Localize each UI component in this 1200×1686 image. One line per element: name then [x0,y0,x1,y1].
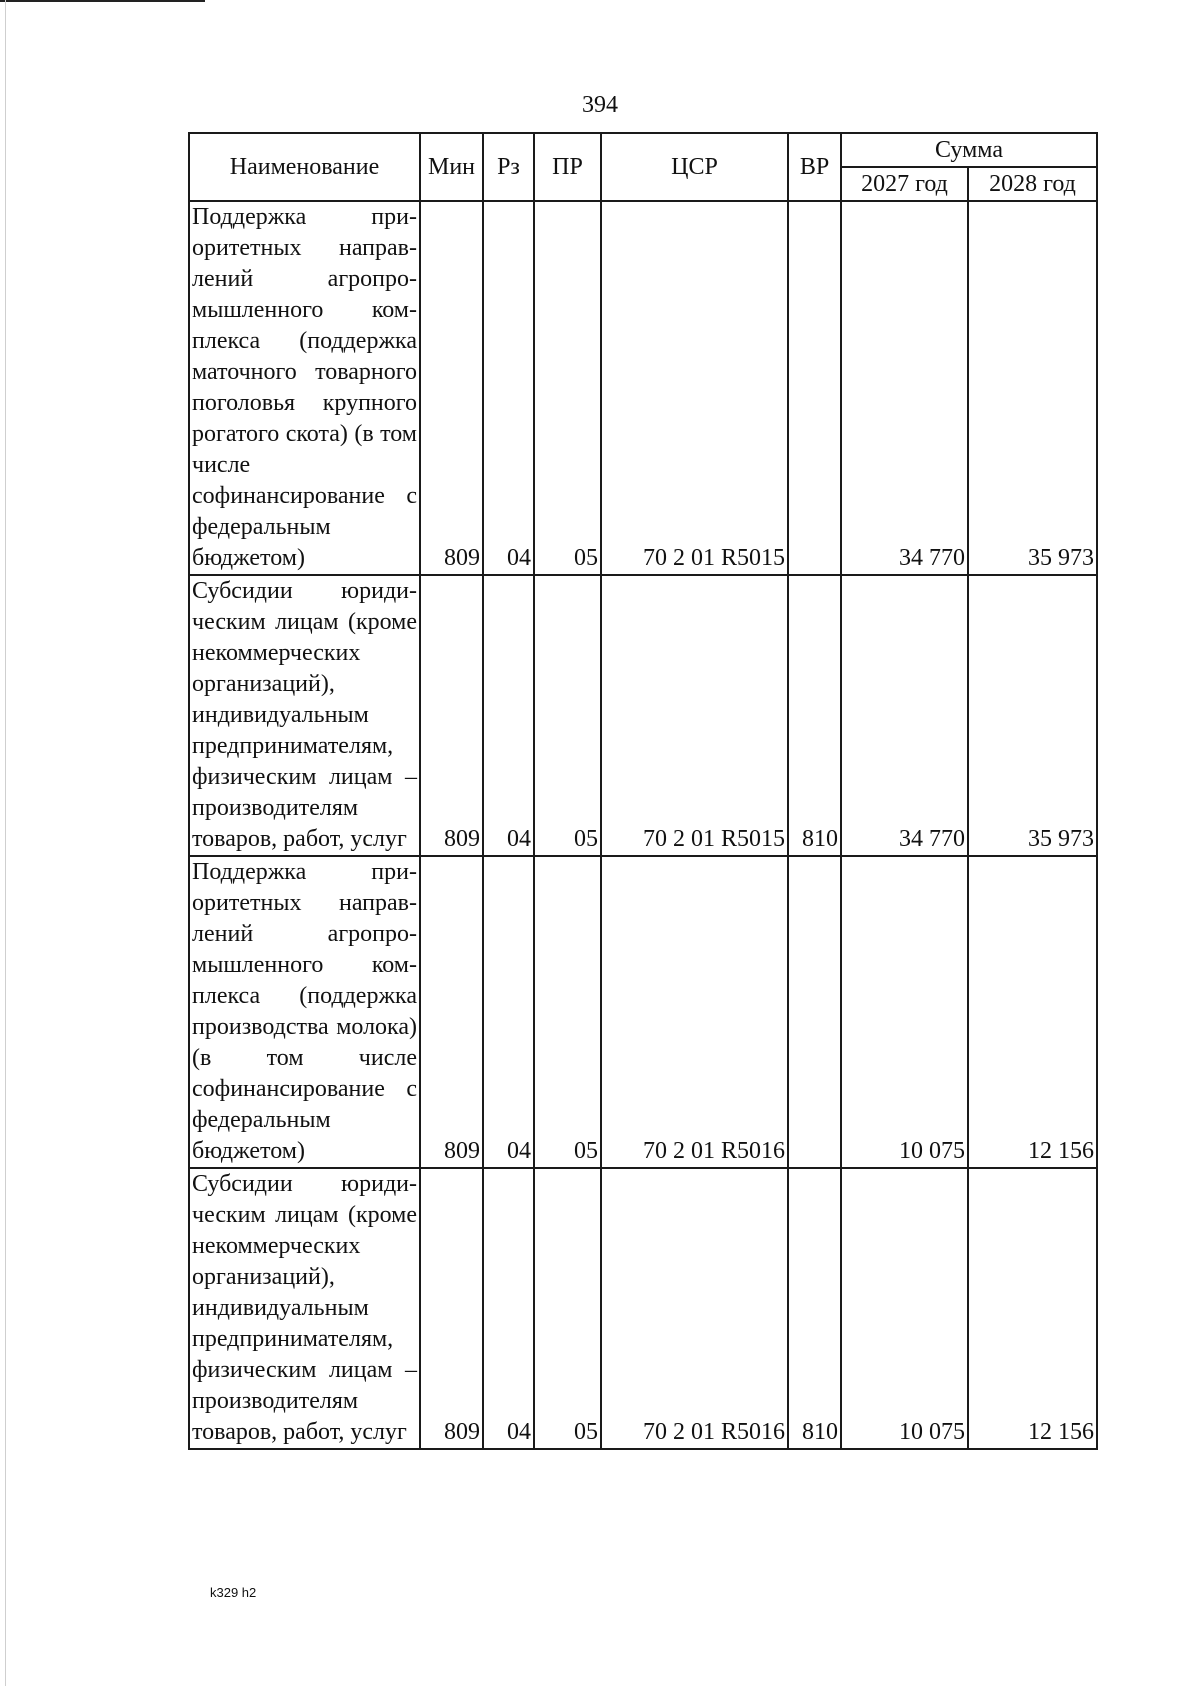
header-year-2027: 2027 год [841,167,968,201]
cell-rz: 04 [483,856,534,1168]
header-year-2028: 2028 год [968,167,1097,201]
header-row-1 [189,133,1097,167]
cell-vr: 810 [788,575,841,856]
header-min: Мин [420,133,483,201]
scan-edge-top [0,0,205,2]
table-header [189,133,1097,201]
cell-min: 809 [420,201,483,575]
header-csr: ЦСР [601,133,788,201]
scan-edge-left [5,0,6,1686]
cell-min: 809 [420,575,483,856]
cell-rz: 04 [483,201,534,575]
table-body [189,201,1097,1449]
cell-name: Субсидии юридическим лицам (кроме некоммерческих организаций), индивидуальным предпринимателям, физическим лицам – производителям товаров, работ, услуг [189,1168,420,1449]
cell-min: 809 [420,1168,483,1449]
cell-2028: 12 156 [968,856,1097,1168]
cell-csr: 70 2 01 R5015 [601,201,788,575]
table-row [189,856,1097,1168]
cell-2028: 35 973 [968,201,1097,575]
table-row [189,1168,1097,1449]
table-row [189,201,1097,575]
cell-csr: 70 2 01 R5015 [601,575,788,856]
cell-vr [788,201,841,575]
cell-vr [788,856,841,1168]
cell-2028: 12 156 [968,1168,1097,1449]
header-rz: Рз [483,133,534,201]
cell-rz: 04 [483,575,534,856]
cell-2027: 34 770 [841,575,968,856]
cell-name: Поддержка приоритетных направлений агропромышленного комплекса (поддержка маточного товарного поголовья крупного рогатого скота) (в том числе софинансирование с федеральным бюджетом) [189,201,420,575]
cell-pr: 05 [534,856,601,1168]
cell-name: Субсидии юридическим лицам (кроме некоммерческих организаций), индивидуальным предпринимателям, физическим лицам – производителям товаров, работ, услуг [189,575,420,856]
header-sum: Сумма [841,133,1097,167]
page-number [0,92,1200,119]
cell-rz: 04 [483,1168,534,1449]
cell-pr: 05 [534,201,601,575]
header-pr: ПР [534,133,601,201]
cell-csr: 70 2 01 R5016 [601,1168,788,1449]
cell-2028: 35 973 [968,575,1097,856]
cell-name: Поддержка приоритетных направлений агропромышленного комплекса (поддержка производства молока) (в том числе софинансирование с федеральным бюджетом) [189,856,420,1168]
table-row [189,575,1097,856]
cell-vr: 810 [788,1168,841,1449]
cell-2027: 10 075 [841,1168,968,1449]
cell-pr: 05 [534,575,601,856]
header-name: Наименование [189,133,420,201]
budget-table [188,132,1098,1450]
footer-code: k329 h2 [210,1585,257,1600]
page-number-text: 394 [582,92,618,118]
cell-2027: 10 075 [841,856,968,1168]
cell-2027: 34 770 [841,201,968,575]
header-vr: ВР [788,133,841,201]
cell-csr: 70 2 01 R5016 [601,856,788,1168]
cell-min: 809 [420,856,483,1168]
cell-pr: 05 [534,1168,601,1449]
